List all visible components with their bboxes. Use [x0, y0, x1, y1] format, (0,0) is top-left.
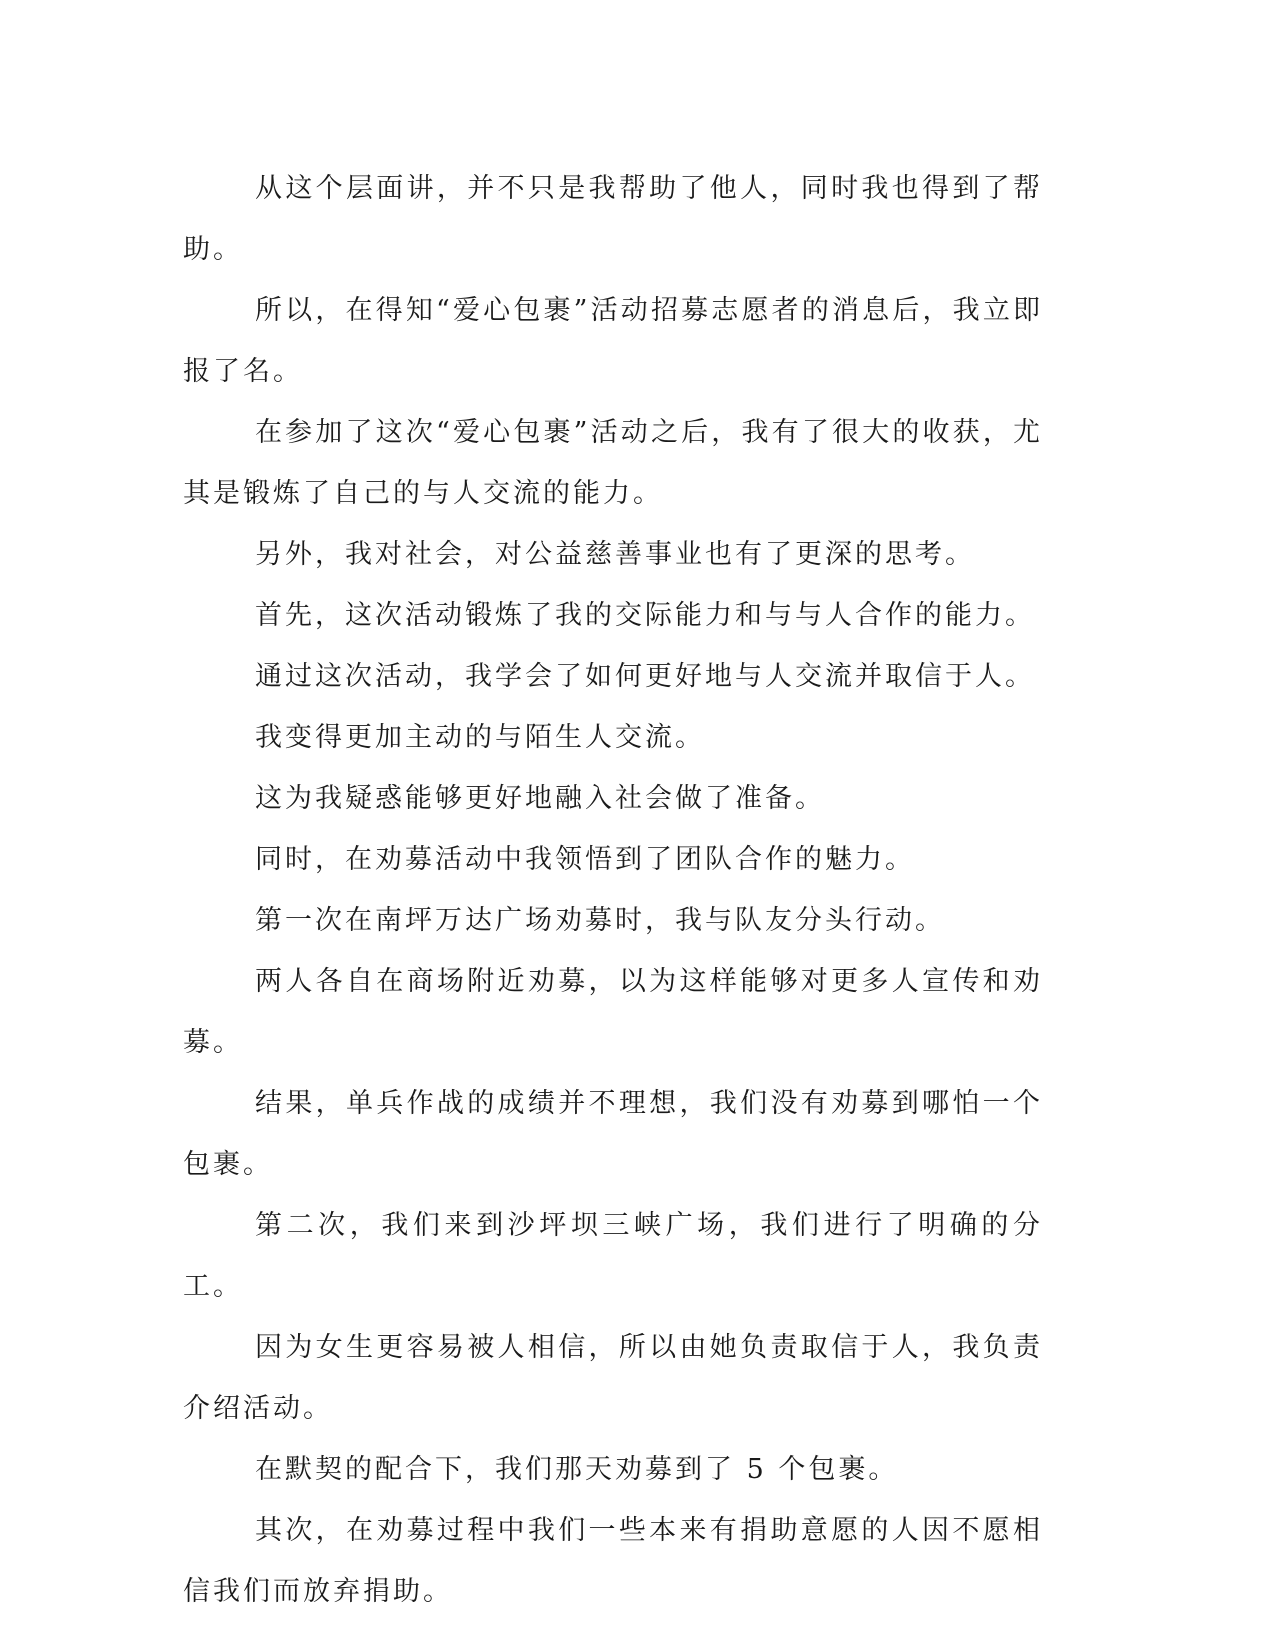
paragraph: 另外，我对社会，对公益慈善事业也有了更深的思考。	[255, 539, 975, 570]
paragraph: 从这个层面讲，并不只是我帮助了他人，同时我也得到了帮助。	[183, 173, 1043, 265]
paragraph: 因为女生更容易被人相信，所以由她负责取信于人，我负责介绍活动。	[183, 1332, 1043, 1424]
paragraph: 其次，在劝募过程中我们一些本来有捐助意愿的人因不愿相信我们而放弃捐助。	[183, 1515, 1043, 1607]
paragraph: 同时，在劝募活动中我领悟到了团队合作的魅力。	[255, 844, 915, 875]
document-body	[183, 158, 1043, 1622]
paragraph: 第一次在南坪万达广场劝募时，我与队友分头行动。	[255, 905, 945, 936]
paragraph: 所以，在得知“爱心包裹”活动招募志愿者的消息后，我立即报了名。	[183, 295, 1043, 387]
paragraph: 两人各自在商场附近劝募，以为这样能够对更多人宣传和劝募。	[183, 966, 1043, 1058]
paragraph: 通过这次活动，我学会了如何更好地与人交流并取信于人。	[255, 661, 1035, 692]
paragraph: 在参加了这次“爱心包裹”活动之后，我有了很大的收获，尤其是锻炼了自己的与人交流的能力。	[183, 417, 1043, 509]
paragraph: 我变得更加主动的与陌生人交流。	[255, 722, 705, 753]
paragraph: 首先，这次活动锻炼了我的交际能力和与与人合作的能力。	[255, 600, 1035, 631]
paragraph: 在默契的配合下，我们那天劝募到了 5 个包裹。	[255, 1454, 899, 1485]
paragraph: 第二次，我们来到沙坪坝三峡广场，我们进行了明确的分工。	[183, 1210, 1043, 1302]
paragraph: 这为我疑惑能够更好地融入社会做了准备。	[255, 783, 825, 814]
paragraph: 结果，单兵作战的成绩并不理想，我们没有劝募到哪怕一个包裹。	[183, 1088, 1043, 1180]
